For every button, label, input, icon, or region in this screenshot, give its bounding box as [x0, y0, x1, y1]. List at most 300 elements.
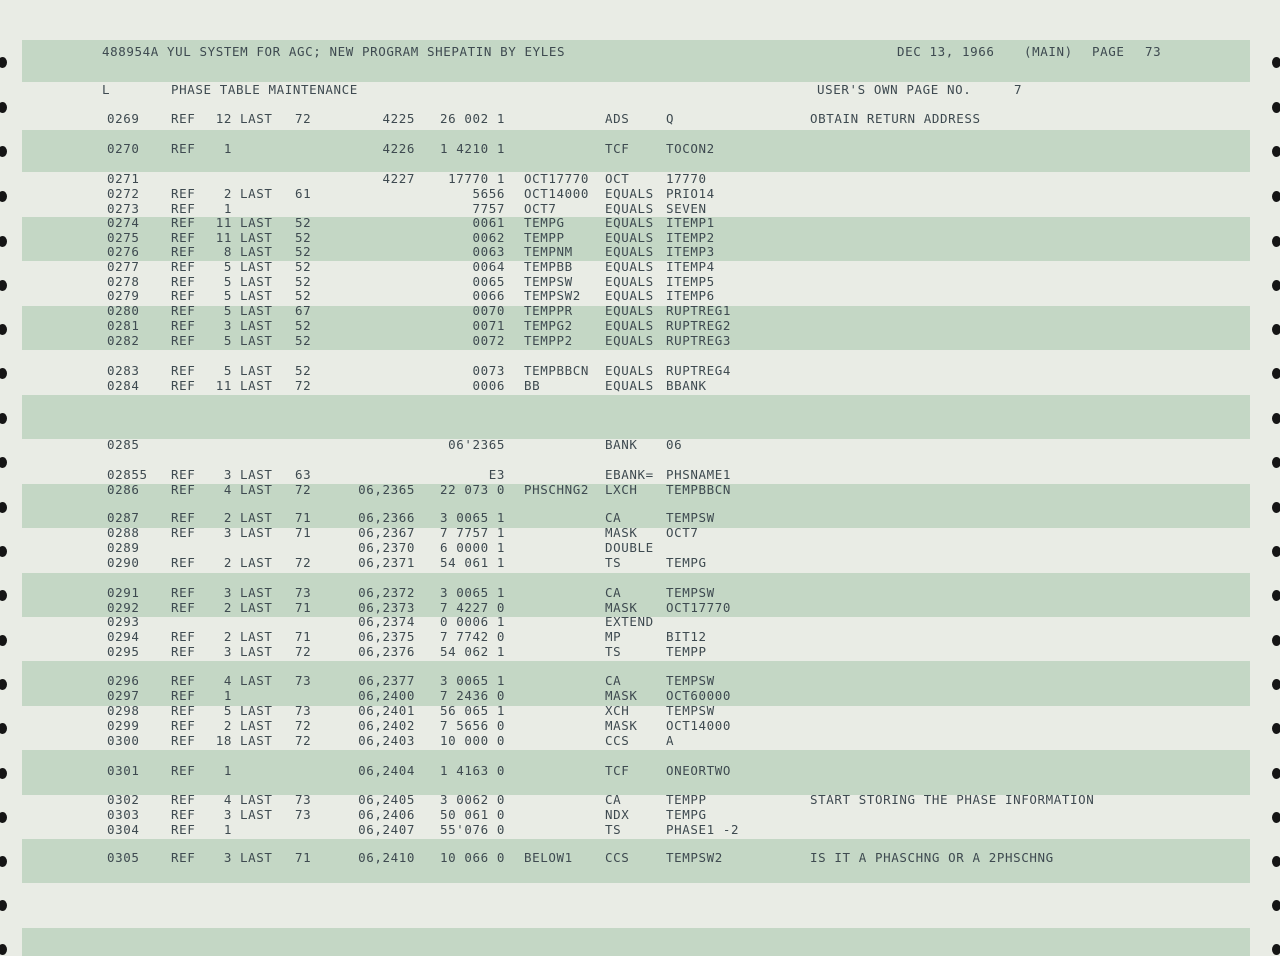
last-page: 52: [295, 230, 312, 245]
line-number: 0290: [107, 555, 140, 570]
label: TEMPPR: [524, 303, 573, 318]
operand: TEMPSW: [666, 510, 715, 525]
line-number: 0276: [107, 244, 140, 259]
last-flag: LAST: [240, 850, 273, 865]
last-page: 52: [295, 274, 312, 289]
label: TEMPP: [524, 230, 565, 245]
line-number: 0298: [107, 703, 140, 718]
ref-flag: REF: [171, 555, 196, 570]
last-flag: LAST: [240, 510, 273, 525]
sprocket-hole: [0, 635, 7, 646]
line-number: 0300: [107, 733, 140, 748]
object-code: 50 061 0: [439, 807, 505, 822]
object-code: 10 066 0: [439, 850, 505, 865]
ref-flag: REF: [171, 629, 196, 644]
ref-flag: REF: [171, 482, 196, 497]
page-label: PAGE: [1092, 44, 1125, 59]
ref-count: 5: [223, 703, 232, 718]
address: 06,2402: [358, 718, 415, 733]
label: OCT14000: [524, 186, 590, 201]
ref-count: 11: [215, 230, 232, 245]
opcode: EQUALS: [605, 244, 654, 259]
line-number: 0293: [107, 614, 140, 629]
operand: RUPTREG1: [666, 303, 732, 318]
object-code: 22 073 0: [439, 482, 505, 497]
ref-flag: REF: [171, 703, 196, 718]
sprocket-hole: [0, 413, 7, 424]
last-page: 72: [295, 482, 312, 497]
sprocket-hole: [0, 900, 7, 911]
object-code: 55'076 0: [439, 822, 505, 837]
ref-flag: REF: [171, 141, 196, 156]
address: 06,2370: [358, 540, 415, 555]
last-page: 61: [295, 186, 312, 201]
sprocket-hole: [0, 191, 7, 202]
last-page: 72: [295, 555, 312, 570]
ref-flag: REF: [171, 763, 196, 778]
address: 06,2376: [358, 644, 415, 659]
last-page: 52: [295, 288, 312, 303]
ref-count: 2: [223, 718, 232, 733]
opcode: EXTEND: [605, 614, 654, 629]
last-page: 73: [295, 673, 312, 688]
object-code: 0006: [472, 378, 505, 393]
line-number: 0280: [107, 303, 140, 318]
object-code: 7 7742 0: [439, 629, 505, 644]
operand: OCT14000: [666, 718, 732, 733]
label: TEMPSW2: [524, 288, 581, 303]
paper-band: [22, 750, 1250, 795]
line-number: 0303: [107, 807, 140, 822]
last-flag: LAST: [240, 111, 273, 126]
opcode: EQUALS: [605, 378, 654, 393]
opcode: CCS: [605, 733, 630, 748]
operand: RUPTREG2: [666, 318, 732, 333]
line-number: 0287: [107, 510, 140, 525]
sprocket-hole: [1272, 57, 1280, 68]
address: 06,2406: [358, 807, 415, 822]
operand: OCT17770: [666, 600, 732, 615]
line-number: 0304: [107, 822, 140, 837]
last-flag: LAST: [240, 244, 273, 259]
last-flag: LAST: [240, 467, 273, 482]
operand: SEVEN: [666, 201, 707, 216]
line-number: 0295: [107, 644, 140, 659]
address: 06,2405: [358, 792, 415, 807]
label: OCT7: [524, 201, 557, 216]
ref-flag: REF: [171, 333, 196, 348]
sprocket-hole: [1272, 590, 1280, 601]
address: 06,2407: [358, 822, 415, 837]
opcode: EQUALS: [605, 303, 654, 318]
object-code: 6 0000 1: [439, 540, 505, 555]
user-page-label: USER'S OWN PAGE NO.: [817, 82, 972, 97]
ref-flag: REF: [171, 378, 196, 393]
ref-flag: REF: [171, 688, 196, 703]
sprocket-hole: [1272, 944, 1280, 955]
sprocket-hole: [0, 590, 7, 601]
ref-count: 2: [223, 555, 232, 570]
operand: PHASE1 -2: [666, 822, 740, 837]
last-flag: LAST: [240, 230, 273, 245]
last-page: 72: [295, 733, 312, 748]
main-label: (MAIN): [1024, 44, 1073, 59]
last-flag: LAST: [240, 600, 273, 615]
line-number: 0301: [107, 763, 140, 778]
sprocket-hole: [1272, 679, 1280, 690]
ref-count: 4: [223, 482, 232, 497]
operand: Q: [666, 111, 675, 126]
last-flag: LAST: [240, 792, 273, 807]
line-number: 02855: [107, 467, 148, 482]
object-code: 7 7757 1: [439, 525, 505, 540]
object-code: 0066: [472, 288, 505, 303]
line-number: 0285: [107, 437, 140, 452]
paper-band: [22, 395, 1250, 439]
ref-flag: REF: [171, 111, 196, 126]
object-code: 3 0065 1: [439, 510, 505, 525]
ref-flag: REF: [171, 244, 196, 259]
ref-count: 3: [223, 850, 232, 865]
sprocket-hole: [1272, 457, 1280, 468]
print-date: DEC 13, 1966: [897, 44, 995, 59]
ref-count: 4: [223, 673, 232, 688]
last-flag: LAST: [240, 807, 273, 822]
last-page: 71: [295, 600, 312, 615]
opcode: CA: [605, 673, 622, 688]
last-page: 72: [295, 111, 312, 126]
last-flag: LAST: [240, 274, 273, 289]
ref-count: 5: [223, 274, 232, 289]
line-number: 0284: [107, 378, 140, 393]
ref-count: 5: [223, 363, 232, 378]
ref-count: 2: [223, 186, 232, 201]
last-flag: LAST: [240, 629, 273, 644]
line-number: 0299: [107, 718, 140, 733]
line-number: 0296: [107, 673, 140, 688]
opcode: EQUALS: [605, 333, 654, 348]
sprocket-hole: [0, 768, 7, 779]
object-code: 1 4163 0: [439, 763, 505, 778]
operand: TEMPSW: [666, 673, 715, 688]
sprocket-hole: [0, 812, 7, 823]
sprocket-hole: [1272, 812, 1280, 823]
last-flag: LAST: [240, 378, 273, 393]
operand: ITEMP6: [666, 288, 715, 303]
last-flag: LAST: [240, 718, 273, 733]
address: 06,2367: [358, 525, 415, 540]
line-number: 0302: [107, 792, 140, 807]
last-page: 73: [295, 703, 312, 718]
ref-flag: REF: [171, 510, 196, 525]
sprocket-hole: [1272, 900, 1280, 911]
opcode: TCF: [605, 763, 630, 778]
label: PHSCHNG2: [524, 482, 590, 497]
address: 06,2374: [358, 614, 415, 629]
last-flag: LAST: [240, 525, 273, 540]
object-code: 0061: [472, 215, 505, 230]
opcode: MP: [605, 629, 622, 644]
opcode: CA: [605, 792, 622, 807]
sprocket-hole: [0, 502, 7, 513]
opcode: EQUALS: [605, 215, 654, 230]
sprocket-hole: [1272, 856, 1280, 867]
object-code: 0064: [472, 259, 505, 274]
operand: TEMPG: [666, 807, 707, 822]
sprocket-hole: [1272, 413, 1280, 424]
ref-flag: REF: [171, 230, 196, 245]
line-number: 0283: [107, 363, 140, 378]
line-number: 0275: [107, 230, 140, 245]
opcode: LXCH: [605, 482, 638, 497]
operand: TEMPSW: [666, 585, 715, 600]
label: TEMPNM: [524, 244, 573, 259]
last-page: 67: [295, 303, 312, 318]
operand: TEMPSW: [666, 703, 715, 718]
operand: 17770: [666, 171, 707, 186]
line-number: 0294: [107, 629, 140, 644]
last-page: 72: [295, 718, 312, 733]
user-page-number: 7: [1014, 82, 1023, 97]
line-number: 0282: [107, 333, 140, 348]
sprocket-hole: [1272, 768, 1280, 779]
opcode: ADS: [605, 111, 630, 126]
sprocket-hole: [1272, 236, 1280, 247]
last-flag: LAST: [240, 259, 273, 274]
ref-flag: REF: [171, 318, 196, 333]
ref-flag: REF: [171, 792, 196, 807]
address: 4225: [382, 111, 415, 126]
opcode: MASK: [605, 600, 638, 615]
operand: ITEMP3: [666, 244, 715, 259]
operand: A: [666, 733, 675, 748]
object-code: 0065: [472, 274, 505, 289]
last-page: 63: [295, 467, 312, 482]
operand: TOCON2: [666, 141, 715, 156]
opcode: DOUBLE: [605, 540, 654, 555]
ref-flag: REF: [171, 525, 196, 540]
ref-flag: REF: [171, 850, 196, 865]
sprocket-hole: [1272, 635, 1280, 646]
sprocket-hole: [1272, 280, 1280, 291]
sprocket-hole: [1272, 146, 1280, 157]
object-code: 17770 1: [448, 171, 505, 186]
last-flag: LAST: [240, 318, 273, 333]
ref-flag: REF: [171, 718, 196, 733]
address: 06,2377: [358, 673, 415, 688]
line-number: 0297: [107, 688, 140, 703]
last-page: 73: [295, 585, 312, 600]
last-page: 52: [295, 318, 312, 333]
object-code: 0 0006 1: [439, 614, 505, 629]
line-number: 0273: [107, 201, 140, 216]
opcode: XCH: [605, 703, 630, 718]
ref-count: 1: [223, 141, 232, 156]
last-page: 71: [295, 525, 312, 540]
operand: TEMPP: [666, 644, 707, 659]
object-code: 7757: [472, 201, 505, 216]
line-number: 0271: [107, 171, 140, 186]
ref-count: 3: [223, 585, 232, 600]
object-code: 5656: [472, 186, 505, 201]
opcode: TS: [605, 644, 622, 659]
ref-count: 1: [223, 763, 232, 778]
sprocket-hole: [0, 236, 7, 247]
last-page: 71: [295, 850, 312, 865]
sprocket-hole: [1272, 723, 1280, 734]
sprocket-hole: [1272, 546, 1280, 557]
ref-flag: REF: [171, 274, 196, 289]
object-code: 0062: [472, 230, 505, 245]
address: 06,2375: [358, 629, 415, 644]
line-number: 0289: [107, 540, 140, 555]
sprocket-hole: [1272, 191, 1280, 202]
last-page: 72: [295, 644, 312, 659]
paper-band: [22, 839, 1250, 883]
line-number: 0292: [107, 600, 140, 615]
line-number: 0291: [107, 585, 140, 600]
last-flag: LAST: [240, 186, 273, 201]
object-code: 0073: [472, 363, 505, 378]
sprocket-hole: [0, 723, 7, 734]
sprocket-hole: [0, 324, 7, 335]
ref-count: 12: [215, 111, 232, 126]
page-number: 73: [1145, 44, 1162, 59]
sprocket-hole: [0, 102, 7, 113]
last-flag: LAST: [240, 288, 273, 303]
address: 06,2365: [358, 482, 415, 497]
operand: BIT12: [666, 629, 707, 644]
object-code: 54 062 1: [439, 644, 505, 659]
operand: 06: [666, 437, 683, 452]
ref-count: 2: [223, 600, 232, 615]
address: 06,2372: [358, 585, 415, 600]
last-flag: LAST: [240, 733, 273, 748]
ref-count: 3: [223, 525, 232, 540]
opcode: TS: [605, 555, 622, 570]
opcode: EQUALS: [605, 201, 654, 216]
comment: IS IT A PHASCHNG OR A 2PHSCHNG: [810, 850, 1054, 865]
opcode: EQUALS: [605, 259, 654, 274]
section-title: PHASE TABLE MAINTENANCE: [171, 82, 358, 97]
ref-count: 5: [223, 259, 232, 274]
ref-flag: REF: [171, 363, 196, 378]
line-number: 0269: [107, 111, 140, 126]
ref-count: 11: [215, 215, 232, 230]
object-code: 1 4210 1: [439, 141, 505, 156]
operand: TEMPP: [666, 792, 707, 807]
last-flag: LAST: [240, 363, 273, 378]
sprocket-hole: [0, 856, 7, 867]
operand: ITEMP1: [666, 215, 715, 230]
ref-flag: REF: [171, 733, 196, 748]
last-flag: LAST: [240, 673, 273, 688]
object-code: 3 0065 1: [439, 673, 505, 688]
object-code: 7 2436 0: [439, 688, 505, 703]
address: 06,2373: [358, 600, 415, 615]
line-number: 0272: [107, 186, 140, 201]
opcode: CA: [605, 510, 622, 525]
object-code: 3 0062 0: [439, 792, 505, 807]
opcode: MASK: [605, 688, 638, 703]
line-number: 0277: [107, 259, 140, 274]
operand: OCT7: [666, 525, 699, 540]
address: 06,2403: [358, 733, 415, 748]
job-header: 488954A YUL SYSTEM FOR AGC; NEW PROGRAM SHEPATIN BY EYLES: [102, 44, 566, 59]
object-code: 0063: [472, 244, 505, 259]
object-code: 10 000 0: [439, 733, 505, 748]
line-number: 0281: [107, 318, 140, 333]
ref-flag: REF: [171, 186, 196, 201]
label: BELOW1: [524, 850, 573, 865]
operand: ONEORTWO: [666, 763, 732, 778]
ref-flag: REF: [171, 673, 196, 688]
ref-flag: REF: [171, 807, 196, 822]
ref-flag: REF: [171, 215, 196, 230]
last-flag: LAST: [240, 482, 273, 497]
sprocket-hole: [1272, 324, 1280, 335]
address: 4227: [382, 171, 415, 186]
opcode: MASK: [605, 525, 638, 540]
object-code: 26 002 1: [439, 111, 505, 126]
ref-count: 8: [223, 244, 232, 259]
ref-flag: REF: [171, 259, 196, 274]
last-page: 73: [295, 807, 312, 822]
sprocket-hole: [0, 457, 7, 468]
label: TEMPG: [524, 215, 565, 230]
operand: OCT60000: [666, 688, 732, 703]
sprocket-hole: [0, 944, 7, 955]
object-code: 7 4227 0: [439, 600, 505, 615]
line-number: 0288: [107, 525, 140, 540]
ref-flag: REF: [171, 600, 196, 615]
ref-count: 2: [223, 510, 232, 525]
line-number: 0305: [107, 850, 140, 865]
address: 06,2404: [358, 763, 415, 778]
ref-count: 2: [223, 629, 232, 644]
opcode: EQUALS: [605, 186, 654, 201]
section-marker: L: [102, 82, 111, 97]
comment: START STORING THE PHASE INFORMATION: [810, 792, 1095, 807]
last-page: 52: [295, 363, 312, 378]
address: 4226: [382, 141, 415, 156]
opcode: NDX: [605, 807, 630, 822]
line-number: 0279: [107, 288, 140, 303]
label: TEMPBBCN: [524, 363, 590, 378]
last-page: 73: [295, 792, 312, 807]
sprocket-hole: [0, 280, 7, 291]
operand: TEMPG: [666, 555, 707, 570]
object-code: 0070: [472, 303, 505, 318]
sprocket-hole: [0, 679, 7, 690]
sprocket-hole: [1272, 368, 1280, 379]
address: 06,2400: [358, 688, 415, 703]
object-code: 7 5656 0: [439, 718, 505, 733]
ref-count: 5: [223, 333, 232, 348]
opcode: EQUALS: [605, 274, 654, 289]
operand: TEMPSW2: [666, 850, 723, 865]
object-code: E3: [488, 467, 505, 482]
opcode: CA: [605, 585, 622, 600]
last-page: 71: [295, 510, 312, 525]
object-code: 0071: [472, 318, 505, 333]
line-number: 0274: [107, 215, 140, 230]
address: 06,2366: [358, 510, 415, 525]
last-page: 52: [295, 244, 312, 259]
address: 06,2410: [358, 850, 415, 865]
operand: PRIO14: [666, 186, 715, 201]
ref-flag: REF: [171, 644, 196, 659]
